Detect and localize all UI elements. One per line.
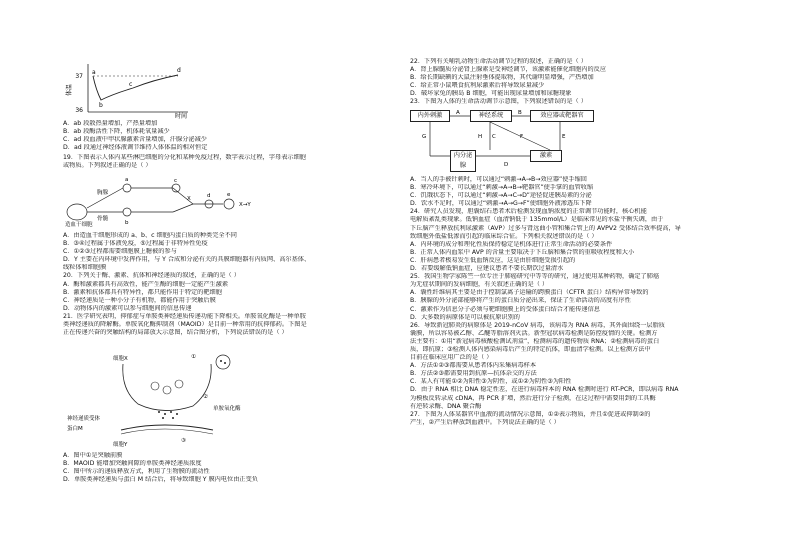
x-to-y-label: X→Y [239, 202, 251, 208]
q23-stem: 23．下图为人体的生命活动调节示意图，下列叙述错误的是（ ） [410, 98, 587, 106]
q26-line-4: 质，即抗原；③检测人体内感染病毒后产生的特定抗体，即血清学检测。以上检测方法中 [410, 345, 651, 353]
receptor-label: 神经递质受体 [67, 416, 101, 422]
q26-line-1: 26．导致新冠肺炎的病原体是 2019-nCoV 病毒，该病毒为 RNA 病毒，其外面围绕一层脂质 [410, 321, 665, 329]
q21-line-2: 类神经递质的降解酶。单胺氧化酶抑制剂（MAOID）是目前一种常用的抗抑郁药。下图是 [63, 321, 307, 329]
q24-line-1: 24．研究人员发现，胆囊结石患者术后检测发现血钠浓度的正常调节功能时，核心机能 [410, 208, 647, 216]
q23-option-d: D．饮水不足时，可以通过“刺激→A→G→F”使细胞外液渗透压下降 [410, 200, 592, 208]
q27-line-2: 产生，②产生后释放到血液中。下列说法正确的是（ ） [410, 418, 560, 426]
q26-line-2: 囊膜，所以容易被乙醇、乙醚等脂溶剂灭活。新型冠状病毒检测是防控疫情的关键。检测方 [410, 329, 658, 337]
graph-y-bottom: 36 [75, 107, 83, 114]
edge-e: E [562, 134, 566, 140]
thymus-label: 胸腺 [97, 190, 109, 196]
q25-line-1: 25．我国生物学家陈竺一位专注于肺癌研究中等等的研究，通过使用某种药物，确定了肺癌 [410, 273, 660, 281]
q22-stem: 22．下列有关哺乳动物生命活动调节过程的叙述，正确的是（ ） [410, 58, 587, 65]
q21-option-c: C．图中所示的递质释放方式，利用了生物膜的流动性 [63, 468, 210, 476]
q22-option-b: B．给长期缺碘的大鼠注射垂体提取物，其代谢明显增强，产热增加 [410, 74, 594, 82]
q23-option-c: C．饥饿状态下，可以通过“刺激→A→C→D”途径促进胰岛素的分泌 [410, 192, 592, 200]
q21-option-a: A．图中①是突触前膜 [63, 452, 123, 459]
q25-line-2: 为无症状期间的发病细胞，有关叙述正确的是（ ） [410, 281, 549, 289]
endocrine-box: 内分泌腺 [450, 150, 476, 172]
internal-stimulus-box: 内外刺激 [410, 110, 450, 122]
graph-point-a: a [92, 69, 96, 76]
q20-option-b: B．激素和抗体都具有特异性，都只能作用于特定的靶细胞 [63, 288, 222, 296]
cell-y-label: 细胞Y [113, 442, 128, 448]
q27-line-1: 27．下图为人体某器官中血液的流动情况示意图，①②表示物质，并且①促进或抑制②的 [410, 410, 651, 418]
cell-d-label: d [207, 193, 211, 199]
q26-option-b: B．方法②③都需要用到抗原—抗体杂交的方法 [410, 370, 537, 378]
q18-option-b: B．ab 段酶活性下降，机体耗氧量减少 [63, 128, 170, 136]
bone-marrow-label: 骨髓 [97, 216, 109, 222]
body-temperature-graph [63, 60, 203, 120]
cell-a-label: a [125, 177, 129, 183]
q23-option-b: B．寒冷环境下，可以通过“刺激→A→B→靶器官”使手掌的血管收缩 [410, 184, 594, 192]
edge-d: D [504, 162, 509, 168]
q26-option-c: C．某人有可能①②为阳性③为阴性，或①②为阴性③为阳性 [410, 378, 572, 386]
q21-options [63, 452, 398, 484]
graph-y-top: 37 [75, 73, 83, 80]
q20-option-a: A．酶和激素都具有高效性，能产生酶的细胞一定能产生激素 [63, 280, 229, 288]
q19-options [63, 232, 398, 337]
q18-option-d: D．ad 段通过神经体液调节维持人体体温的相对恒定 [63, 144, 208, 152]
q21-line-3: 正在传递兴奋的突触结构的局部放大示意图，结合图分析，下列说法错误的是（ ） [63, 329, 288, 337]
edge-a: A [456, 110, 460, 116]
q26-option-a: A．方法①②③都需要从患者体内采集病毒样本 [410, 362, 537, 370]
q25-option-c: C．激素作为信息分子必须与靶细胞膜上的受体蛋白结合才能传递信息 [410, 305, 600, 313]
mark-3: ③ [181, 438, 186, 444]
q20-option-d: D．动物体内的激素可以参与细胞间的信息传递 [63, 304, 192, 312]
q21-option-b: B．MAOID 能增加突触间隙的单胺类神经递质浓度 [63, 460, 202, 468]
q24-option-a: A．内环境的成分和理化性质保持稳定是机体进行正常生命活动的必要条件 [410, 240, 613, 248]
cell-b-label: b [125, 220, 129, 226]
q26-option-d: D．由于 RNA 相比 DNA 稳定性差，在进行病毒样本的 RNA 检测时进行 RT-PCR，即以病毒 RNA [410, 386, 679, 394]
q18-option-a: A．ab 段散热量增加，产热量增加 [63, 120, 158, 127]
effector-box: 效应器或靶器官 [530, 110, 594, 122]
enzyme-label: 单胺氧化酶 [213, 406, 241, 412]
q26-option-d-cont-2: 有逆转录酶、DNA 聚合酶 [410, 402, 482, 410]
q25-option-d: D．大多数的病原体是可以被抗原识别的 [410, 313, 520, 321]
edge-b: B [518, 110, 522, 116]
graph-point-d: d [177, 67, 181, 74]
graph-point-b: b [99, 102, 103, 109]
q24-option-d: D．若要缓解低钠血症，应建议患者不要长期饮过量清水 [410, 265, 564, 273]
edge-c: C [492, 134, 496, 140]
cell-c-label: c [174, 178, 178, 184]
q19-line-2: 或物质。下列叙述正确的是（ ） [63, 162, 152, 170]
mark-2: ② [203, 394, 208, 400]
nervous-system-box: 神经系统 [470, 110, 512, 122]
mark-1: ① [191, 354, 196, 360]
q24-line-3: 下丘脑产生释放抗利尿激素（AVP）过多与肾远曲小管和集合管上的 AVPV2 受体结合效率提高，导 [410, 224, 681, 232]
q24-line-2: 电解质紊乱类现象。低钠血症（血清钠低于 135mmol/L）是临床常见的水盐平衡失调，由于 [410, 216, 664, 224]
q26-line-5: 目前在临床应用广泛的是（ ） [410, 354, 493, 362]
q19-option-c: C．①②③过程都需要细胞膜上糖被的参与 [63, 248, 177, 256]
q18-option-c: C．ad 段血液中甲状腺激素含量增加，汗腺分泌减少 [63, 136, 207, 144]
q24-line-4: 致细胞外低盐低渗而引起的临床综合征。下列相关叙述错误的是（ ） [410, 232, 598, 240]
q23-q27-block [410, 176, 750, 427]
edge-f: F [520, 134, 524, 140]
q23-option-a: A．当人的手被针刺时，可以通过“刺激→A→B→效应器”使手缩回 [410, 176, 587, 183]
graph-ylabel: 体温 [66, 83, 73, 96]
q22-option-c: C．给正常小鼠喂食抗利尿激素后将导致尿量减少 [410, 82, 545, 90]
q25-option-b: B．胰腺的外分泌部能够将产生的蛋白质分泌出来，保证了生命活动的高度有序性 [410, 297, 631, 305]
q22-option-a: A．肾上腺髓质分泌肾上腺素是受神经调节，该激素能催化细胞内的反应 [410, 66, 607, 74]
q22-block [410, 58, 750, 107]
synapse-diagram [63, 350, 283, 450]
q24-option-b: B．正常人体内血浆中 AVP 的含量主要取决于下丘脑和集合管的重吸收程度和大小 [410, 248, 635, 256]
q19-line-1: 19．下图表示人体内某些淋巴细胞的分化和某种免疫过程，数字表示过程，字母表示细胞 [63, 154, 306, 161]
q19-option-d: D．Y 主要在内环境中发挥作用，与 Y 合成和分泌有关的具膜细胞器有内质网、高尔基体、 [63, 256, 311, 264]
q19-stem [63, 154, 398, 170]
edge-h: H [478, 134, 483, 140]
q26-option-d-cont-1: 为模板反转录成 cDNA，再 PCR 扩增，然后进行分子检测，在这过程中需要用到的工具酶 [410, 394, 656, 402]
q19-option-b: B．③④过程属于体液免疫，⑤过程属于非特异性免疫 [63, 240, 208, 248]
q19-option-a: A．由造血干细胞形成的 a、b、c 细胞内蛋白质的种类完全不同 [63, 232, 237, 239]
cell-e-label: e [227, 192, 231, 198]
q20-option-c: C．神经递质是一种小分子有机物，都能作用于突触后膜 [63, 296, 216, 304]
q20-stem: 20．下列关于酶、激素、抗体和神经递质的叙述，正确的是（ ） [63, 272, 240, 280]
graph-point-c: c [129, 81, 133, 88]
q21-option-d: D．单胺类神经递质与蛋白 M 结合后，将导致细胞 Y 膜内电位由正变负 [63, 476, 258, 484]
q18-options [63, 120, 398, 152]
q19-option-d-cont: 线粒体和细胞膜 [63, 264, 107, 272]
regulation-diagram [410, 108, 610, 168]
edge-g: G [422, 134, 427, 140]
immune-cell-diagram [63, 172, 263, 230]
q25-option-a: A．囊性纤维病其主要是由于控制氯离子运输的跨膜蛋白（CFTR 蛋白）结构异常导致的 [410, 289, 649, 297]
q24-option-c: C．肝病患者极易发生低血钠反应，这是由肝细胞受损引起的 [410, 256, 576, 264]
graph-xlabel: 时间 [175, 113, 188, 120]
q21-line-1: 21．医学研究表明，抑郁症与单胺类神经递质传递功能下降相关。单胺氧化酶是一种单胺 [63, 312, 306, 320]
q26-line-3: 法主要有：①用“新冠病毒核酸检测试剂盒”，检测病毒的遗传物质 RNA；②检测病毒的蛋白 [410, 337, 660, 345]
q22-option-d: D．破坏家兔的胰岛 B 细胞，可能出现尿量增加和尿糖现象 [410, 90, 572, 98]
protein-m-label: 蛋白M [67, 426, 83, 432]
hematopoietic-label: 造血干细胞 [65, 222, 93, 228]
hormone-box: 激素 [530, 150, 562, 162]
x-label: X [187, 196, 191, 202]
cell-x-label: 细胞X [113, 356, 128, 362]
